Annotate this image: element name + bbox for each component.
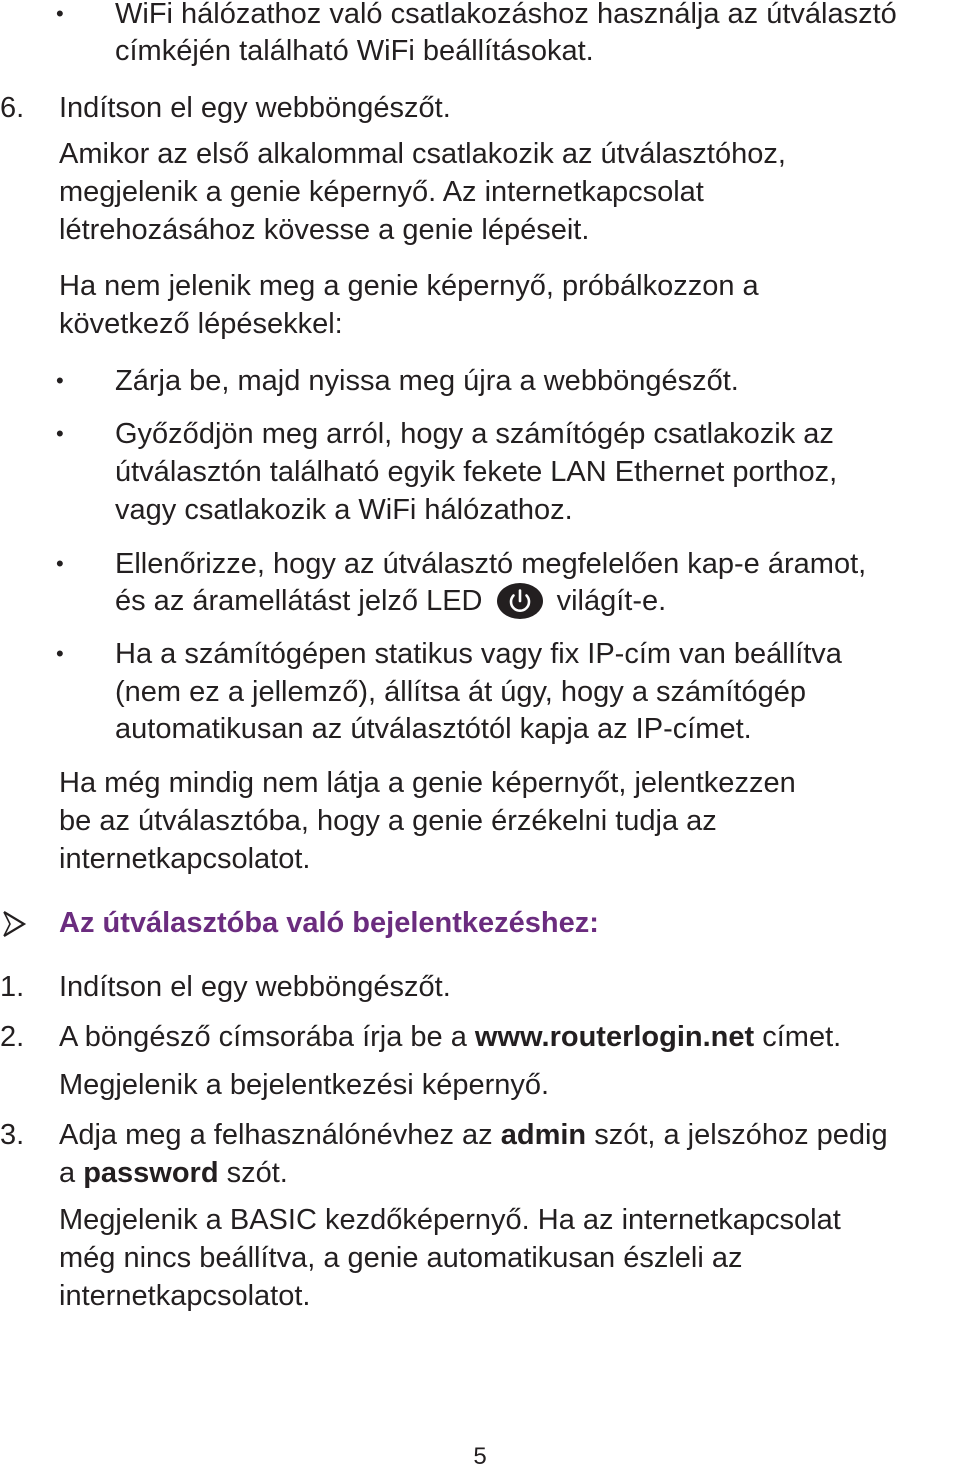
- bullet-3-line2-before: és az áramellátást jelző LED: [115, 585, 483, 617]
- step-6-number: 6.: [0, 92, 25, 124]
- arrow-bullet-icon: [0, 903, 30, 941]
- step-6-para3-line2: be az útválasztóba, hogy a genie érzékelni tudja az: [59, 805, 717, 837]
- step-2-text: [59, 1018, 841, 1056]
- bullet-3-line1: Ellenőrizze, hogy az útválasztó megfelelően kap-e áramot,: [115, 548, 867, 580]
- step-2-before: A böngésző címsorába írja be a: [59, 1021, 475, 1053]
- bullet-2-line1: Győződjön meg arról, hogy a számítógép csatlakozik az: [115, 418, 834, 450]
- step-6-para3-line1: Ha még mindig nem látja a genie képernyőt, jelentkezzen: [59, 767, 796, 799]
- step-6-para2-line1: Ha nem jelenik meg a genie képernyő, próbálkozzon a: [59, 270, 759, 302]
- step-3-note-line1: Megjelenik a BASIC kezdőképernyő. Ha az internetkapcsolat: [59, 1204, 841, 1236]
- step-6-para1-line1: Amikor az első alkalommal csatlakozik az útválasztóhoz,: [59, 138, 786, 170]
- bullet-marker: •: [56, 368, 64, 393]
- step-3-note-line3: internetkapcsolatot.: [59, 1280, 311, 1312]
- bullet-3-line2: [115, 582, 666, 620]
- bullet-4-line3: automatikusan az útválasztótól kapja az IP-címet.: [115, 713, 752, 745]
- power-led-icon: [495, 582, 545, 620]
- top-bullet-line2: címkéjén található WiFi beállításokat.: [115, 35, 594, 67]
- bullet-marker: •: [56, 1, 64, 26]
- bullet-marker: •: [56, 641, 64, 666]
- bullet-4-line2: (nem ez a jellemző), állítsa át úgy, hogy a számítógép: [115, 676, 806, 708]
- step-6-para1-line2: megjelenik a genie képernyő. Az internetkapcsolat: [59, 176, 704, 208]
- page-number: 5: [473, 1443, 487, 1470]
- step-6-text: Indítson el egy webböngészőt.: [59, 92, 451, 124]
- step-3-line1: [59, 1116, 888, 1154]
- bullet-4-line1: Ha a számítógépen statikus vagy fix IP-cím van beállítva: [115, 638, 842, 670]
- step-3-number: 3.: [0, 1119, 25, 1151]
- step-2-after: címet.: [754, 1021, 842, 1053]
- step-1-text: Indítson el egy webböngészőt.: [59, 971, 451, 1003]
- step-3-l2-before: a: [59, 1157, 84, 1189]
- bullet-marker: •: [56, 421, 64, 446]
- step-3-l2-after: szót.: [218, 1157, 288, 1189]
- router-login-url: www.routerlogin.net: [474, 1021, 755, 1053]
- bullet-marker: •: [56, 551, 64, 576]
- step-6-para2-line2: következő lépésekkel:: [59, 308, 343, 340]
- step-3-l1-after: szót, a jelszóhoz pedig: [586, 1119, 888, 1151]
- step-3-note-line2: még nincs beállítva, a genie automatikusan észleli az: [59, 1242, 743, 1274]
- step-3-line2: [59, 1154, 288, 1192]
- bullet-3-line2-after: világít-e.: [556, 585, 667, 617]
- step-3-l1-before: Adja meg a felhasználónévhez az: [59, 1119, 501, 1151]
- password-value: password: [83, 1157, 219, 1189]
- step-6-para3-line3: internetkapcsolatot.: [59, 843, 311, 875]
- bullet-2-line2: útválasztón található egyik fekete LAN Ethernet porthoz,: [115, 456, 838, 488]
- username-value: admin: [500, 1119, 587, 1151]
- bullet-2-line3: vagy csatlakozik a WiFi hálózathoz.: [115, 494, 573, 526]
- step-6-para1-line3: létrehozásához kövesse a genie lépéseit.: [59, 214, 590, 246]
- section-heading: Az útválasztóba való bejelentkezéshez:: [59, 907, 599, 939]
- bullet-1-line1: Zárja be, majd nyissa meg újra a webböngészőt.: [115, 365, 739, 397]
- step-1-number: 1.: [0, 971, 25, 1003]
- step-2-number: 2.: [0, 1021, 25, 1053]
- step-2-note: Megjelenik a bejelentkezési képernyő.: [59, 1069, 550, 1101]
- top-bullet-line1: WiFi hálózathoz való csatlakozáshoz használja az útválasztó: [115, 0, 897, 30]
